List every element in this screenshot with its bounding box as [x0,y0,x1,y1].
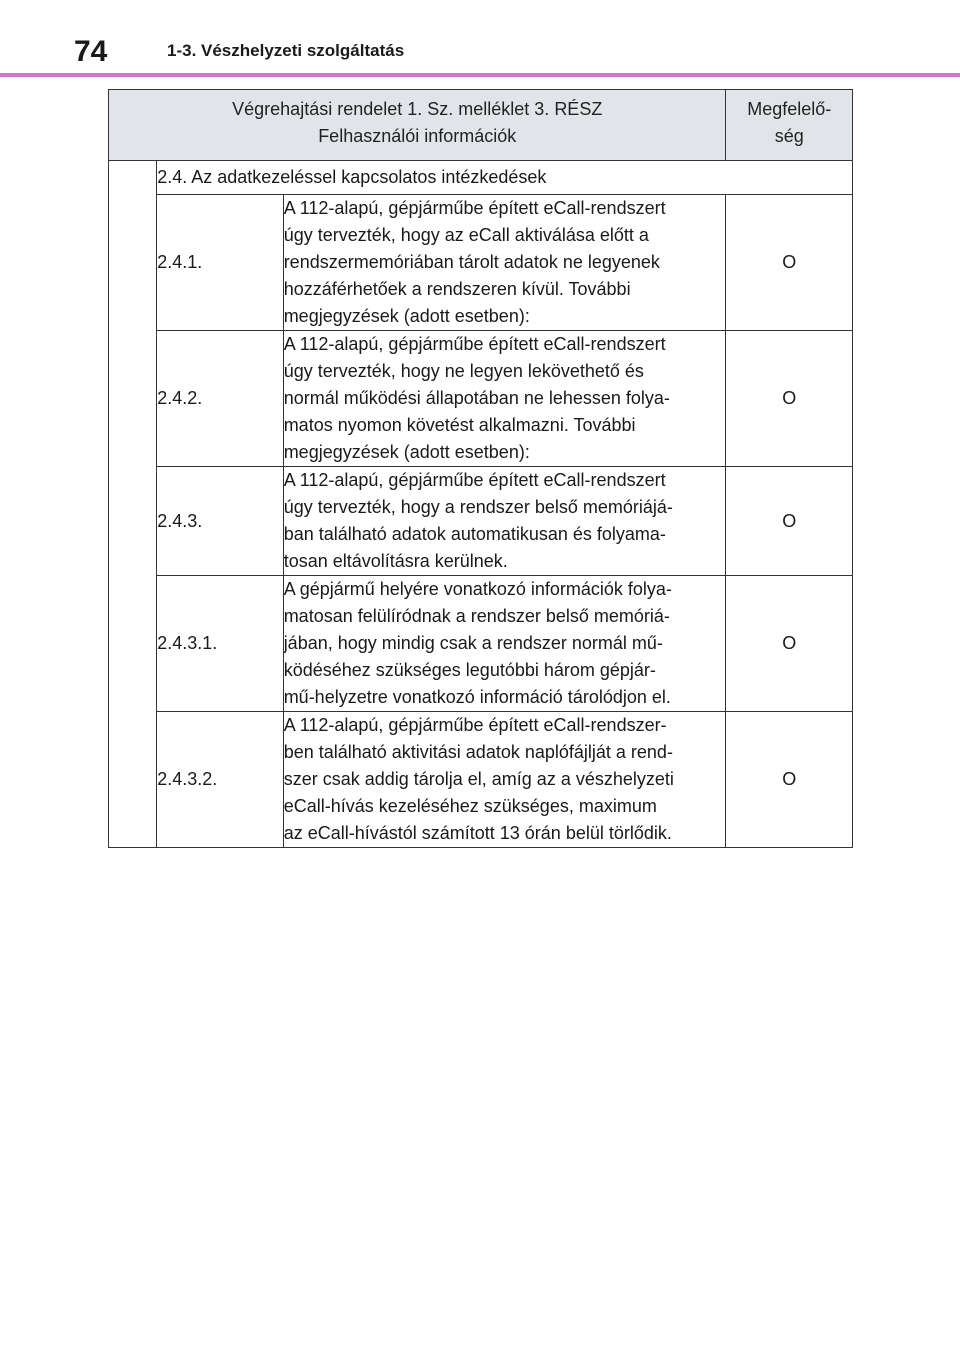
description-line: ben található aktivitási adatok naplófájlját a rend- [283,742,673,762]
indent-cell [109,161,157,848]
description-line: úgy tervezték, hogy az eCall aktiválása előtt a [283,225,649,245]
description-line: mű-helyzetre vonatkozó információ tárolódjon el. [283,687,671,707]
description-line: A 112-alapú, gépjárműbe épített eCall-rendszert [283,198,666,218]
table-row [109,331,853,467]
description-line: tosan eltávolításra kerülnek. [283,551,508,571]
description-line: A gépjármű helyére vonatkozó információk folya- [283,579,672,599]
description-line: szer csak addig tárolja el, amíg az a vészhelyzeti [283,769,674,789]
description-line: ködéséhez szükséges legutóbbi három gépjár- [283,660,656,680]
table-header-info-line2: Felhasználói információk [318,126,517,146]
description-line: normál működési állapotában ne lehessen folya- [283,388,670,408]
compliance-mark: O [726,467,853,576]
table-row [109,712,853,848]
row-number: 2.4.3. [157,467,284,576]
description-line: matos nyomon követést alkalmazni. További [283,415,636,435]
description-line: A 112-alapú, gépjárműbe épített eCall-rendszert [283,334,666,354]
row-number: 2.4.3.2. [157,712,284,848]
compliance-mark: O [726,195,853,331]
row-description [283,331,726,467]
description-line: megjegyzések (adott esetben): [283,306,530,326]
section-heading: 2.4. Az adatkezeléssel kapcsolatos intézkedések [157,161,853,195]
row-description [283,712,726,848]
section-title: 1-3. Vészhelyzeti szolgáltatás [167,41,405,60]
table-header-row [109,90,853,161]
table-header-compliance-line2: ség [774,126,804,146]
row-number: 2.4.3.1. [157,576,284,712]
table-header-compliance [726,90,853,161]
description-line: úgy tervezték, hogy ne legyen lekövethető és [283,361,644,381]
row-description [283,467,726,576]
row-number: 2.4.2. [157,331,284,467]
header-rule [0,73,960,77]
description-line: A 112-alapú, gépjárműbe épített eCall-rendszer- [283,715,667,735]
compliance-mark: O [726,331,853,467]
description-line: az eCall-hívástól számított 13 órán belül törlődik. [283,823,672,843]
row-description [283,576,726,712]
compliance-mark: O [726,576,853,712]
table-row [109,576,853,712]
description-line: jában, hogy mindig csak a rendszer normál mű- [283,633,663,653]
table-row [109,467,853,576]
row-number: 2.4.1. [157,195,284,331]
compliance-mark: O [726,712,853,848]
section-heading-row [109,161,853,195]
page-header [0,0,960,80]
description-line: hozzáférhetőek a rendszeren kívül. További [283,279,631,299]
description-line: úgy tervezték, hogy a rendszer belső memóriájá- [283,497,673,517]
row-description [283,195,726,331]
table-header-info [109,90,726,161]
table-header-info-line1: Végrehajtási rendelet 1. Sz. melléklet 3. RÉSZ [232,99,603,119]
table-header-compliance-line1: Megfelelő- [747,99,832,119]
description-line: A 112-alapú, gépjárműbe épített eCall-rendszert [283,470,666,490]
description-line: megjegyzések (adott esetben): [283,442,530,462]
description-line: rendszermemóriában tárolt adatok ne legyenek [283,252,660,272]
requirements-table [108,89,853,848]
description-line: ban található adatok automatikusan és folyama- [283,524,666,544]
description-line: matosan felülíródnak a rendszer belső memóriá- [283,606,670,626]
description-line: eCall-hívás kezeléséhez szükséges, maximum [283,796,657,816]
table-row [109,195,853,331]
page-number: 74 [74,35,108,68]
